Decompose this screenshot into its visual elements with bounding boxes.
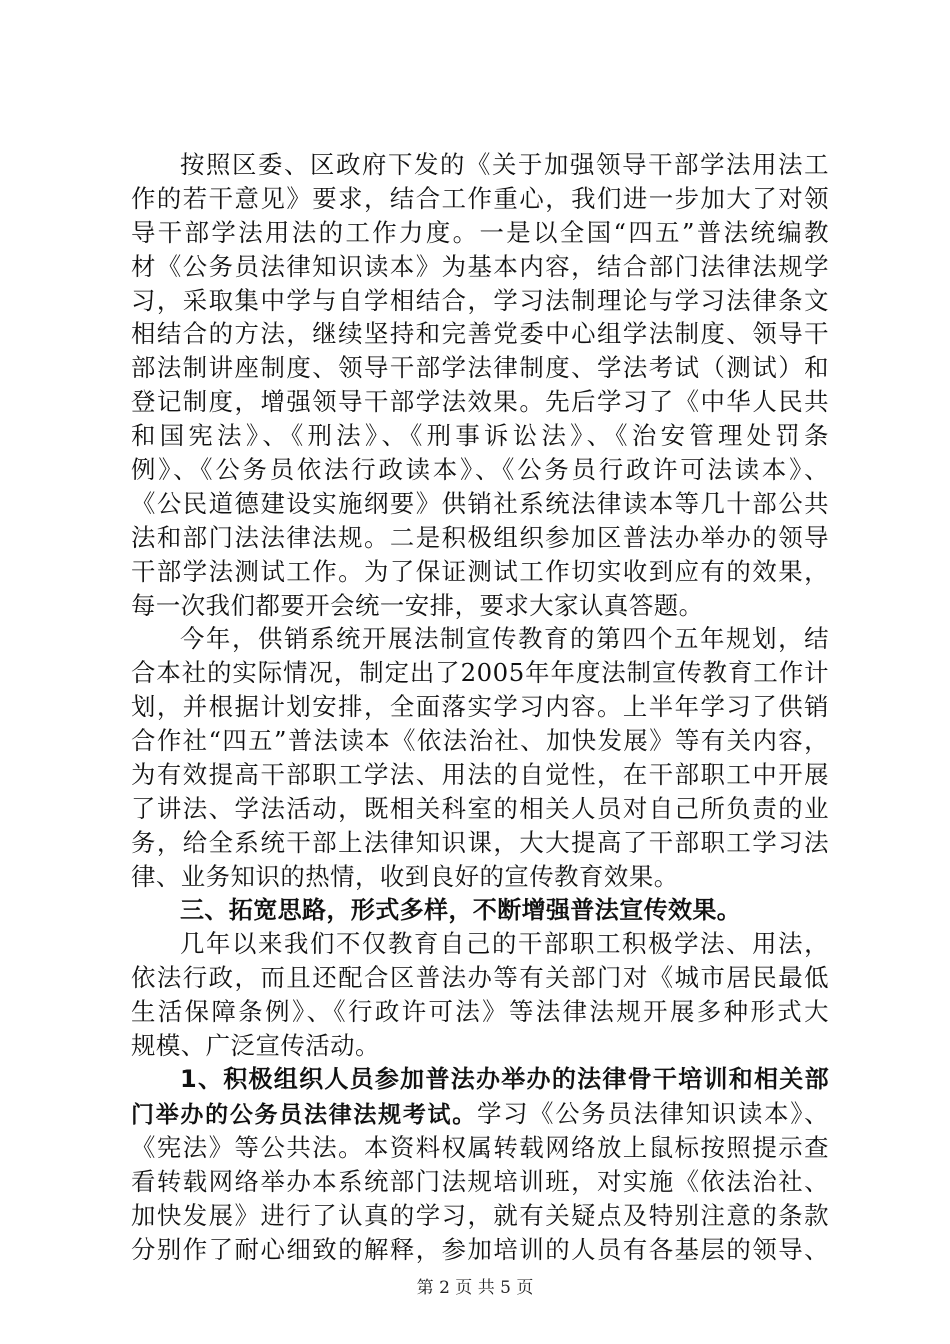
text-line: 导干部学法用法的工作力度。一是以全国“四五”普法统编教: [131, 217, 829, 247]
text-line: 作的若干意见》要求，结合工作重心，我们进一步加大了对领: [131, 183, 829, 213]
text-line: 材《公务员法律知识读本》为基本内容，结合部门法律法规学: [131, 251, 829, 281]
text-line: 部法制讲座制度、领导干部学法律制度、学法考试（测试）和: [131, 353, 829, 383]
text-line: 干部学法测试工作。为了保证测试工作切实收到应有的效果，: [131, 556, 829, 586]
text-line: 加快发展》进行了认真的学习，就有关疑点及特别注意的条款: [131, 1200, 829, 1230]
text-line: 和国宪法》、《刑法》、《刑事诉讼法》、《治安管理处罚条: [131, 421, 829, 451]
text-line: 登记制度，增强领导干部学法效果。先后学习了《中华人民共: [131, 387, 829, 417]
text-line: 分别作了耐心细致的解释，参加培训的人员有各基层的领导、: [131, 1234, 829, 1264]
text-line: 每一次我们都要开会统一安排，要求大家认真答题。: [131, 590, 704, 620]
subsection-heading-tail: 门举办的公务员法律法规考试。: [131, 1101, 477, 1128]
text-line: 今年，供销系统开展法制宣传教育的第四个五年规划，结: [180, 624, 829, 654]
text-span: 学习《公务员法律知识读本》、: [476, 1098, 829, 1128]
text-line: 为有效提高干部职工学法、用法的自觉性，在干部职工中开展: [131, 760, 829, 790]
text-line: 看转载网络举办本系统部门法规培训班，对实施《依法治社、: [131, 1166, 829, 1196]
text-line: 例》、《公务员依法行政读本》、《公务员行政许可法读本》、: [131, 455, 829, 485]
text-line: 习，采取集中学与自学相结合，学习法制理论与学习法律条文: [131, 285, 829, 315]
text-line: 合作社“四五”普法读本《依法治社、加快发展》等有关内容，: [131, 726, 829, 756]
mixed-line: [131, 1097, 829, 1131]
text-line: 法和部门法法律法规。二是积极组织参加区普法办举办的领导: [131, 522, 829, 552]
text-line: 相结合的方法，继续坚持和完善党委中心组学法制度、领导干: [131, 319, 829, 349]
page-number: 第 2 页 共 5 页: [416, 1278, 534, 1298]
text-line: 几年以来我们不仅教育自己的干部职工积极学法、用法，: [180, 929, 829, 959]
subsection-heading: 1、积极组织人员参加普法办举办的法律骨干培训和相关部: [180, 1065, 829, 1094]
text-line: 规模、广泛宣传活动。: [131, 1031, 380, 1061]
text-line: 按照区委、区政府下发的《关于加强领导干部学法用法工: [180, 150, 829, 179]
text-line: 《公民道德建设实施纲要》供销社系统法律读本等几十部公共: [131, 488, 829, 518]
text-line: 依法行政，而且还配合区普法办等有关部门对《城市居民最低: [131, 963, 829, 993]
section-heading: 三、拓宽思路，形式多样，不断增强普法宣传效果。: [180, 895, 742, 924]
text-line: 律、业务知识的热情，收到良好的宣传教育效果。: [131, 861, 679, 891]
text-line: 了讲法、学法活动，既相关科室的相关人员对自己所负责的业: [131, 793, 829, 823]
text-line: 务，给全系统干部上法律知识课，大大提高了干部职工学习法: [131, 827, 829, 857]
body-text: [131, 148, 829, 1266]
text-line: 划，并根据计划安排，全面落实学习内容。上半年学习了供销: [131, 692, 829, 722]
text-line: 合本社的实际情况，制定出了2005年年度法制宣传教育工作计: [131, 658, 829, 688]
text-line: 生活保障条例》、《行政许可法》等法律法规开展多种形式大: [131, 997, 829, 1027]
text-line: 《宪法》等公共法。本资料权属转载网络放上鼠标按照提示查: [131, 1132, 829, 1162]
